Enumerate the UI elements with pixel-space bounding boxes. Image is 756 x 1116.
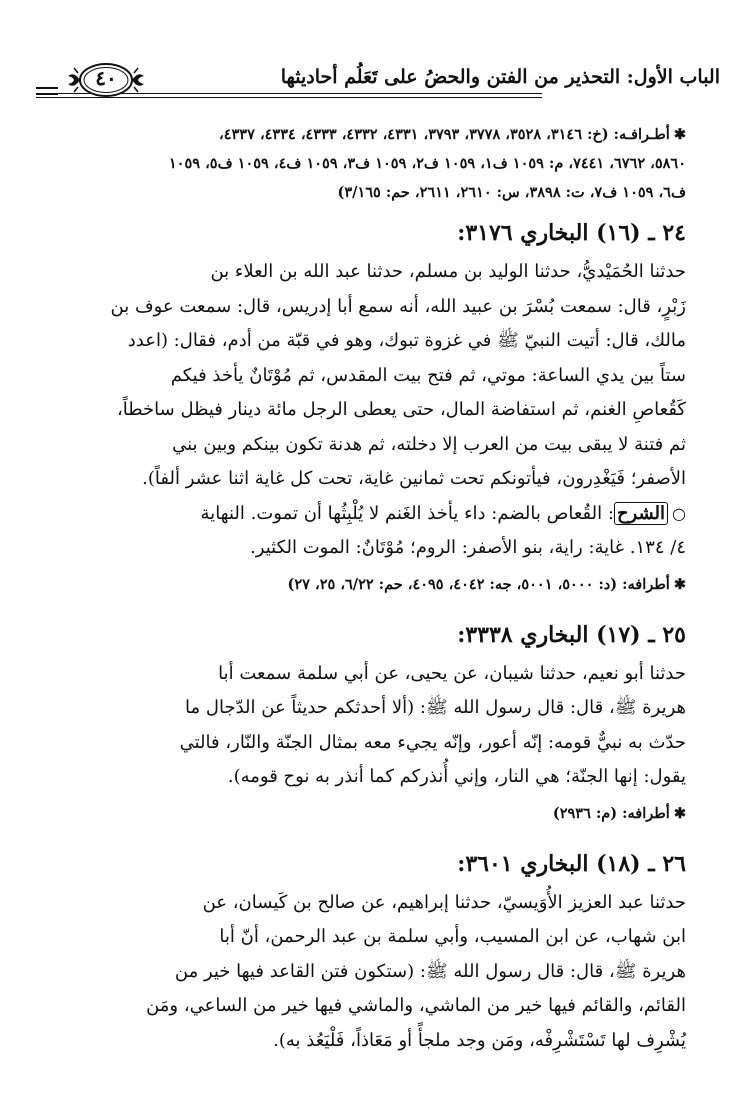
footnote-text: أطـراف‍ـه: (خ: ٣١٤٦، ٣٥٢٨، ٣٧٧٨، ٣٧٩٣، ٤٣٣١، ٤٣٣٢، ٤٣٣٣، ٤٣٣٤، ٤٣٣٧،	[219, 126, 670, 143]
hadith-line: هريرة ﷺ، قال: قال رسول الله ﷺ: (ستكون فتن القاعد فيها خير من	[174, 960, 686, 982]
hadith-line: حدثنا الحُمَيْديُّ، حدثنا الوليد بن مسلم، حدثنا عبد الله بن العلاء بن	[210, 261, 686, 282]
hadith-body	[70, 886, 686, 1059]
atraf-text: أطرافه: (د: ٥٠٠٠، ٥٠٠١، جه: ٤٠٤٢، ٤٠٩٥، حم: ٦/٢٢، ٢٥، ٢٧)	[287, 575, 670, 593]
sharh-line: ٤/ ١٣٤. غاية: راية، بنو الأصفر: الروم؛ مُوْتَانٌ: الموت الكثير.	[250, 537, 686, 558]
hadith-body	[70, 657, 686, 795]
hadith-line: حدّث به نبيٌّ قومه: إنّه أعور، وإنّه يجيء معه بمثال الجنّة والنّار، فالتي	[179, 731, 686, 753]
page-content	[70, 120, 686, 1058]
hadith-line: زَبْرٍ، قال: سمعت بُسْرَ بن عبيد الله، أنه سمع أبا إدريس، قال: سمعت عوف بن	[110, 295, 686, 317]
sharh-line	[70, 497, 686, 532]
circle-bullet-icon: ○	[672, 503, 686, 523]
sharh-label: الشرح	[614, 502, 668, 525]
hadith-line: يُشْرِف لها تَسْتَشْرِفْه، ومَن وجد ملجأً أو مَعَاذاً، فَلْيَعُذ به).	[273, 1029, 686, 1051]
atraf-text: أطرافه: (م: ٢٩٣٦)	[552, 804, 670, 822]
hadith-line: مالك، قال: أتيت النبيّ ﷺ في غزوة تبوك، وهو في قبّة من أدم، فقال: (اعدد	[127, 330, 686, 351]
footnote-line: ف٦، ١٠٥٩ ف٧، ت: ٣٨٩٨، س: ٢٦١٠، ٢٦١١، حم: ٣/١٦٥)	[337, 184, 686, 201]
page-number-badge	[64, 60, 148, 100]
footnote-line	[70, 120, 686, 149]
hadith-line: حدثنا أبو نعيم، حدثنا شيبان، عن يحيى، عن أبي سلمة سمعت أبا	[218, 662, 686, 684]
hadith-line: كَقُعاصِ الغنم، ثم استفاضة المال، حتى يعطى الرجل مائة دينار فيظل ساخطاً،	[116, 399, 686, 420]
hadith-body	[70, 255, 686, 497]
hadith-line: ستاً بين يدي الساعة: موتي، ثم فتح بيت المقدس، ثم مُوْتَانٌ يأخذ فيكم	[170, 364, 686, 386]
hadith-line: يقول: إنها الجنّة؛ هي النار، وإني أُنذركم كما أنذر به نوح قومه).	[227, 766, 686, 787]
header-tail-rule	[36, 87, 58, 89]
sharh-block	[70, 497, 686, 566]
header-tail-rule	[36, 93, 58, 95]
asterisk-icon: ✱	[673, 575, 686, 593]
page-number: ٤٠	[95, 66, 117, 90]
sharh-text: : القُعاص بالضم: داء يأخذ الغَنم لا يُلْبِثُها أن تموت. النهاية	[200, 502, 614, 524]
hadith-heading: ٢٤ ـ (١٦) البخاري ٣١٧٦:	[457, 220, 686, 246]
hadith-line: الأصفر؛ فَيَغْدِرون، فيأتونكم تحت ثمانين غاية، تحت كل غاية اثنا عشر ألفاً).	[142, 468, 686, 489]
hadith-heading: ٢٦ ـ (١٨) البخاري ٣٦٠١:	[457, 850, 686, 877]
hadith-line: ابن شهاب، عن ابن المسيب، وأبي سلمة بن عبد الرحمن، أنّ أبا	[219, 926, 686, 947]
atraf-line	[70, 570, 686, 599]
hadith-line: ثم فتنة لا يبقى بيت من العرب إلا دخلته، ثم هدنة تكون بينكم وبين بني	[172, 433, 686, 455]
hadith-line: هريرة ﷺ، قال: قال رسول الله ﷺ: (ألا أحدثكم حديثاً عن الدّجال ما	[185, 697, 686, 718]
hadith-heading: ٢٥ ـ (١٧) البخاري ٣٣٣٨:	[457, 621, 686, 648]
asterisk-icon: ✱	[673, 804, 686, 822]
atraf-line	[70, 799, 686, 828]
hadith-line: حدثنا عبد العزيز الأُوَيسيّ، حدثنا إبراهيم، عن صالح بن كَيسان، عن	[202, 891, 686, 913]
footnote-line: ٥٨٦٠، ٦٧٦٢، ٧٤٤١، م: ١٠٥٩ ف١، ١٠٥٩ ف٢، ١٠٥٩ ف٣، ١٠٥٩ ف٤، ١٠٥٩ ف٥، ١٠٥٩	[168, 155, 686, 172]
asterisk-icon: ✱	[673, 126, 686, 143]
hadith-line: القائم، والقائم فيها خير من الماشي، والماشي فيها خير من الساعي، ومَن	[146, 995, 686, 1016]
footnote-block	[70, 120, 686, 207]
chapter-title: الباب الأول: التحذير من الفتن والحضُ على تَعَلُم أحاديثها	[280, 66, 720, 88]
page-header	[36, 60, 720, 108]
